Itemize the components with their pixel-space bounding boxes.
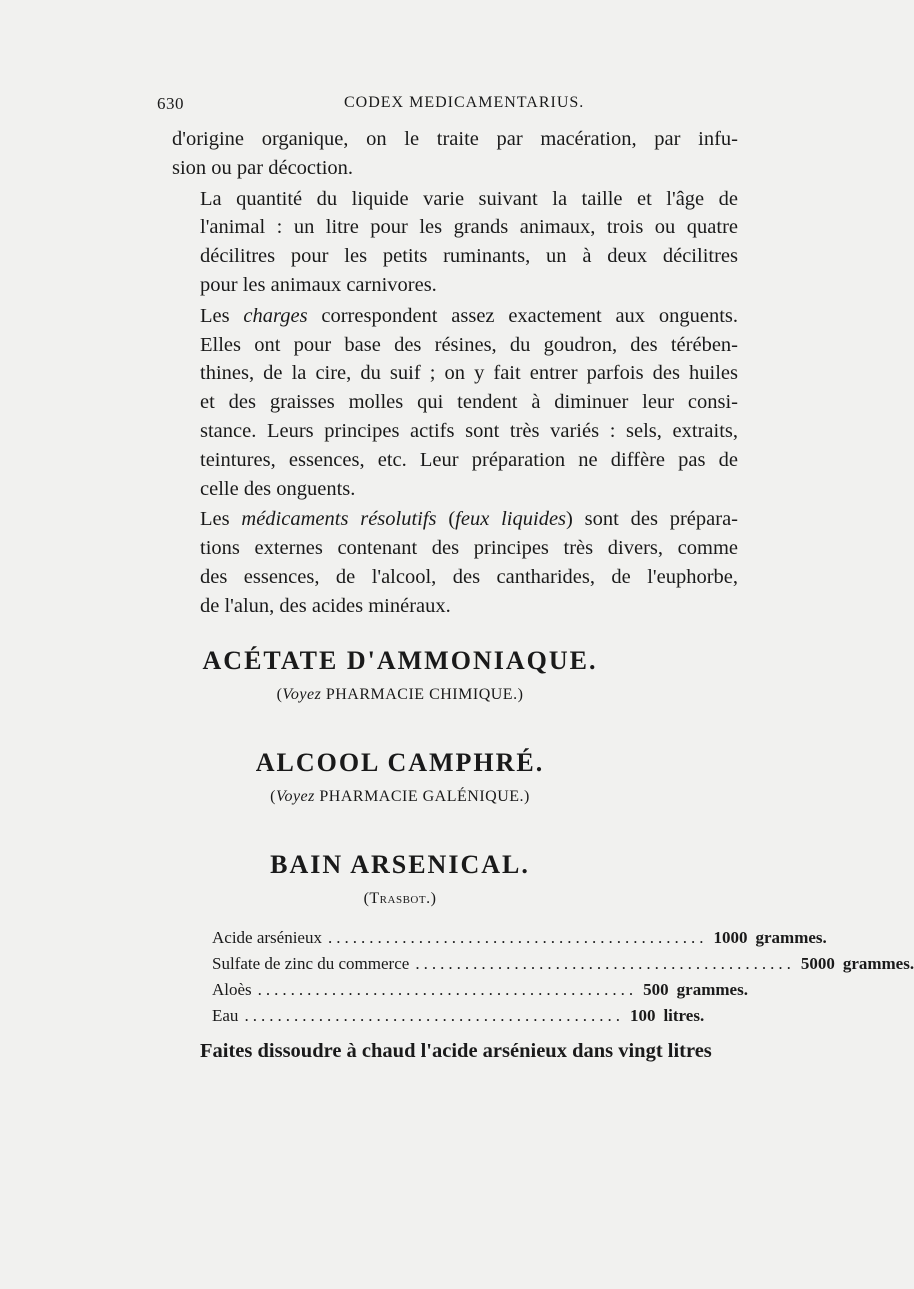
- ingredient-unit: grammes.: [842, 954, 914, 973]
- text-fragment: (: [276, 686, 283, 703]
- text-line: de l'alun, des acides minéraux.: [200, 594, 451, 617]
- text-line: décilitres pour les petits ruminants, un à deux décilitres: [200, 245, 738, 268]
- recipe-row: [212, 925, 827, 951]
- leader-dots: ..............................................: [244, 1006, 624, 1025]
- ingredient-quantity: 100: [629, 1006, 656, 1025]
- running-title: CODEX MEDICAMENTARIUS.: [344, 94, 585, 111]
- paragraph-2: [172, 185, 738, 300]
- text-line: sion ou par décoction.: [172, 156, 354, 179]
- body-text: [172, 125, 738, 621]
- ingredient-name: Acide arsénieux: [212, 928, 322, 947]
- italic-term: Voyez: [282, 686, 322, 703]
- ingredient-quantity: 5000: [800, 954, 835, 973]
- ingredient-quantity: 1000: [713, 928, 748, 947]
- text-line: celle des onguents.: [200, 477, 356, 500]
- section-heading-acetate: ACÉTATE D'AMMONIAQUE.: [202, 646, 598, 675]
- text-line: stance. Leurs principes actifs sont très variés : sels, extraits,: [200, 419, 738, 442]
- paragraph-3: [172, 302, 738, 504]
- ingredient-unit: grammes.: [676, 980, 748, 999]
- paragraph-4: [172, 505, 738, 620]
- text-line: et des graisses molles qui tendent à diminuer leur consi-: [200, 391, 738, 414]
- text-line: La quantité du liquide varie suivant la taille et l'âge de: [200, 187, 738, 210]
- text-line: d'origine organique, on le traite par macération, par infu-: [172, 128, 738, 150]
- ingredient-unit: litres.: [663, 1006, 705, 1025]
- closing-text: Faites dissoudre à chaud l'acide arsénieux dans vingt litres: [200, 1040, 712, 1062]
- recipe-row: [212, 977, 748, 1003]
- text-line: [172, 505, 738, 534]
- paragraph-1: [172, 125, 738, 183]
- text-fragment: Les: [200, 304, 244, 327]
- text-fragment: PHARMACIE GALÉNIQUE.): [314, 788, 530, 805]
- recipe-table: [212, 925, 914, 1029]
- text-line: [172, 302, 738, 331]
- text-line: Elles ont pour base des résines, du goudron, des térében-: [200, 333, 738, 356]
- section-heading-alcool: ALCOOL CAMPHRÉ.: [255, 748, 545, 777]
- section-reference: [0, 686, 800, 704]
- text-line: l'animal : un litre pour les grands animaux, trois ou quatre: [200, 216, 738, 239]
- section-author: (Trasbot.): [363, 890, 437, 907]
- text-fragment: Les: [200, 508, 242, 531]
- section-heading-bain: BAIN ARSENICAL.: [270, 850, 530, 879]
- text-line: tions externes contenant des principes très divers, comme: [200, 537, 738, 560]
- italic-term: feux liquides: [455, 508, 567, 531]
- ingredient-name: Sulfate de zinc du commerce: [212, 954, 410, 973]
- page-number: 630: [157, 94, 184, 113]
- text-fragment: correspondent assez exactement aux onguents.: [307, 304, 738, 327]
- text-line: des essences, de l'alcool, des cantharides, de l'euphorbe,: [200, 565, 738, 588]
- text-line: teintures, essences, etc. Leur préparation ne diffère pas de: [200, 448, 738, 471]
- text-fragment: PHARMACIE CHIMIQUE.): [321, 686, 524, 703]
- leader-dots: ..............................................: [415, 954, 795, 973]
- ingredient-quantity: 500: [643, 980, 669, 999]
- italic-term: médicaments résolutifs: [241, 508, 437, 531]
- recipe-row: [212, 951, 914, 977]
- text-line: pour les animaux carnivores.: [200, 273, 437, 296]
- section-reference: [0, 788, 800, 806]
- italic-term: charges: [243, 304, 308, 327]
- ingredient-name: Aloès: [212, 980, 252, 999]
- italic-term: Voyez: [275, 788, 315, 805]
- leader-dots: ..............................................: [327, 928, 708, 947]
- text-fragment: ) sont des prépara-: [566, 508, 739, 531]
- text-fragment: (: [436, 508, 456, 531]
- ingredient-name: Eau: [212, 1006, 239, 1025]
- recipe-row: [212, 1003, 705, 1029]
- text-fragment: (: [270, 788, 276, 805]
- ingredient-unit: grammes.: [755, 928, 827, 947]
- leader-dots: ..............................................: [257, 980, 638, 999]
- text-line: thines, de la cire, du suif ; on y fait entrer parfois des huiles: [200, 362, 738, 385]
